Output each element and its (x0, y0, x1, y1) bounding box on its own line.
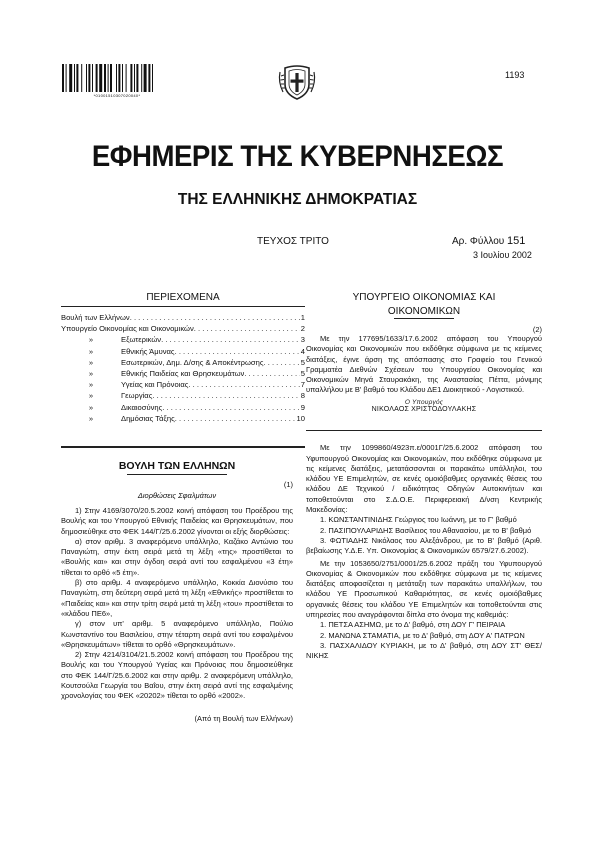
barcode-bar (110, 64, 112, 92)
toc-item (61, 379, 305, 390)
list-item: 1. ΠΕΤΣΑ ΑΣΗΜΩ, με το Δ' βαθμό, στη ΔΟΥ Γ' ΠΕΙΡΑΙΑ (320, 620, 506, 630)
toc-heading: ΠΕΡΙΕΧΟΜΕΝΑ (146, 292, 220, 303)
toc-top-rule (61, 306, 305, 307)
barcode-bar (152, 64, 153, 92)
list-item: 2. ΠΑΣΙΠΟΥΛΑΡΙΔΗΣ Βασίλειος του Αθανασίου, με το Β' βαθμό (320, 525, 532, 535)
toc-item (61, 368, 305, 379)
list-item: 3. ΠΑΣΧΑΛΙΔΟΥ ΚΥΡΙΑΚΗ, με το Δ' βαθμό, στη ΔΟΥ ΣΤ' ΘΕΣ/ΝΙΚΗΣ (306, 640, 542, 661)
right-separator (306, 430, 542, 432)
table-of-contents (61, 312, 305, 424)
toc-item (61, 323, 305, 334)
toc-item (61, 402, 305, 413)
paragraph: 2) Στην 4214/3104/21.5.2002 κοινή απόφαση του Προέδρου της Βουλής και του Υπουργού Υγείας και Πρόνοιας που δημοσιεύθηκε στο ΦΕΚ 144/Γ/25.6.2002 και στην αριθμ. 2 αναφερόμενη υπάλληλο, Κουτσούλα Γεωργία του Βαΐου, στην έκτη σειρά αντί της εσφαλμένης χρονολογίας του ΦΕΚ «20202» τίθεται το ορθό «2002». (61, 650, 293, 701)
barcode-bar (69, 64, 72, 92)
barcode-bar (92, 64, 93, 92)
barcode-bar (76, 64, 78, 92)
toc-item-label: Εξωτερικών (121, 335, 162, 345)
barcode-bar (66, 64, 67, 92)
paragraph: 1) Στην 4169/3070/20.5.2002 κοινή απόφαση του Προέδρου της Βουλής και του Υπουργού Εθνικής Παιδείας και Θρησκευμάτων, που δημοσιεύθηκε στο ΦΕΚ 144/Γ/25.6.2002 γίνονται οι εξής διορθώσεις: (61, 506, 293, 536)
signer-name: ΝΙΚΟΛΑΟΣ ΧΡΙΣΤΟΔΟΥΛΑΚΗΣ (371, 405, 477, 413)
toc-indent-marker: » (88, 402, 94, 412)
list-item: 1. ΚΩΝΣΤΑΝΤΙΝΙΔΗΣ Γεώργιος του Ιωάννη, με το Γ' βαθμό (320, 515, 517, 525)
toc-indent-marker: » (88, 357, 94, 367)
signoff: (Από τη Βουλή των Ελλήνων) (194, 713, 293, 723)
toc-item-page: 8 (300, 391, 305, 401)
paragraph: γ) στον υπ' αριθμ. 5 αναφερόμενο υπάλληλο, Πούλιο Κωνσταντίνο του Βασιλείου, στην τέταρτη σειρά αντί του εσφαλμένου «Θρησκευμάτων» τίθεται το ορθό «Θρησκευμάτων». (61, 619, 293, 649)
toc-item (61, 312, 305, 323)
toc-item-label: Δικαιοσύνης (121, 402, 163, 412)
toc-leader-dots (264, 357, 300, 368)
toc-item-page: 1 (300, 313, 305, 322)
toc-item (61, 413, 305, 424)
toc-item-label: Δημόσιας Τάξης (121, 413, 175, 423)
left-column (61, 460, 293, 723)
toc-item (61, 346, 305, 357)
barcode-bar (104, 64, 106, 92)
toc-leader-dots (152, 390, 299, 401)
toc-leader-dots (175, 413, 296, 424)
toc-leader-dots (130, 312, 300, 323)
toc-item-label: Γεωργίας (121, 391, 153, 401)
ministry-heading-rule (394, 318, 454, 319)
toc-indent-marker: » (88, 380, 94, 390)
issue-date: 3 Ιουλίου 2002 (473, 250, 532, 260)
barcode-bar (130, 64, 132, 92)
toc-item-label: Εθνικής Άμυνας (121, 346, 175, 356)
toc-indent-marker: » (88, 391, 94, 401)
toc-item-page: 7 (300, 380, 305, 390)
toc-item-page: 3 (300, 335, 305, 345)
barcode-bar (74, 64, 75, 92)
ministry-heading-line1: ΥΠΟΥΡΓΕΙΟ ΟΙΚΟΝΟΜΙΑΣ ΚΑΙ (352, 292, 496, 303)
barcode-bar (99, 64, 102, 92)
barcode-bar (81, 64, 82, 92)
toc-item-page: 9 (300, 402, 305, 412)
barcode-bar (134, 64, 135, 92)
left-separator (61, 446, 305, 448)
toc-item (61, 334, 305, 345)
barcode-bar (144, 64, 147, 92)
gazette-subtitle: ΤΗΣ ΕΛΛΗΝΙΚΗΣ ΔΗΜΟΚΡΑΤΙΑΣ (177, 191, 418, 208)
toc-leader-dots (194, 323, 300, 334)
barcode-bar (108, 64, 109, 92)
coat-of-arms-icon (277, 62, 317, 102)
barcode-bar (116, 64, 117, 92)
toc-item-page: 5 (300, 369, 305, 379)
toc-item-label: Εσωτερικών, Δημ. Δ/σης & Αποκέντρωσης (121, 357, 264, 367)
sheet-label: Αρ. Φύλλου (452, 236, 505, 247)
list-item: 3. ΦΩΤΙΑΔΗΣ Νικόλαος του Αλεξάνδρου, με το Β' βαθμό (Αριθ. βεβαίωσης Υ.Δ.Ε. Υπ. Οικονομίας & Οικονομικών 6579/27.6.2002). (306, 535, 542, 556)
toc-item-label: Εθνικής Παιδείας και Θρησκευμάτων (121, 369, 245, 379)
paragraph: Με την 1099860/4923π.ε/0001Γ/25.6.2002 απόφαση του Υφυπουργού Οικονομίας και Οικονομικών, που εκδόθηκε σύμφωνα με τις κείμενες διατάξεις, μετατάσσονται οι παρακάτω υπάλληλοι, του κλάδου ΥΕ Επιμελητών, σε κενές ομοιόβαθμες οργανικές θέσεις του κλάδου ΔΕ Τεχνικού / ειδικότητας Οδηγών Αυτοκινήτων και τοποθετούνται στο Σ.Δ.Ο.Ε. Περιφερειακή Δ/νση Κεντρικής Μακεδονίας: (306, 443, 542, 515)
toc-leader-dots (244, 368, 299, 379)
toc-leader-dots (162, 402, 299, 413)
barcode-bar (141, 64, 142, 92)
paragraph: Με την 177695/1633/17.6.2002 απόφαση του Υπουργού Οικονομίας και Οικονομικών που εκδόθηκε σύμφωνα με τις κείμενες διατάξεις, έγινε άρση της απόσπασης στο Γραφείο του Γενικού Γραμματέα Διεθνών Σχέσεων του Υπουργείου Οικονομίας και Οικονομικών Μηνά Σταυρακάκη, της Αναστασίας Πέττα, μόνιμης υπαλλήλου με Β' βαθμό του Κλάδου ΔΕ1 Διοικητικού - Λογιστικού. (306, 334, 542, 395)
toc-item-page: 5 (300, 357, 305, 367)
toc-leader-dots (161, 334, 300, 345)
appointment-list (306, 515, 542, 556)
ministry-heading-line2: ΟΙΚΟΝΟΜΙΚΩΝ (387, 306, 461, 317)
paragraph: Με την 1053650/2751/0001/25.6.2002 πράξη του Υφυπουργού Οικονομίας & Οικονομικών που εκδόθηκε σύμφωνα με τις κείμενες διατάξεις αποφασίζεται η μετάταξη των παρακάτω υπαλλήλων, του κλάδου ΥΕ Προσωπικού Καθαριότητας, σε κενές ομοιόβαθμες οργανικές θέσεις του κλάδου ΥΕ Επιμελητών και τοποθετούνται στις υπηρεσίες που αναγράφονται δίπλα στο όνομα της καθεμιάς: (306, 558, 542, 620)
barcode-bar (88, 64, 90, 92)
parliament-heading-rule (127, 474, 227, 475)
page-number: 1193 (505, 70, 525, 80)
transfer-list (306, 620, 542, 661)
barcode-bar (122, 64, 123, 92)
toc-indent-marker: » (88, 369, 94, 379)
barcode-bar (96, 64, 98, 92)
section-number: (2) (532, 325, 542, 334)
right-column (306, 292, 542, 662)
parliament-heading: ΒΟΥΛΗ ΤΩΝ ΕΛΛΗΝΩΝ (118, 460, 236, 472)
toc-indent-marker: » (88, 335, 94, 345)
barcode-number: *01001510307020040* (93, 93, 141, 98)
toc-item-label: Βουλή των Ελλήνων (61, 313, 130, 322)
gazette-title: ΕΦΗΜΕΡΙΣ ΤΗΣ ΚΥΒΕΡΝΗΣΕΩΣ (91, 140, 504, 173)
section-number: (1) (283, 480, 293, 489)
toc-item-page: 4 (300, 346, 305, 356)
paragraph: α) στον αριθμ. 3 αναφερόμενο υπάλληλο, Καζάκο Αντώνιο του Παναγιώτη, στην έκτη σειρά μετά τη λέξη «της» προστίθεται το «Βουλής και» και στην όγδοη σειρά αντί του εσφαλμένου «3 έτη» τίθεται το ορθό «5 έτη». (61, 536, 293, 577)
list-item: 2. ΜΑΝΩΝΑ ΣΤΑΜΑΤΙΑ, με το Δ' βαθμό, στη ΔΟΥ Α' ΠΑΤΡΩΝ (320, 630, 525, 640)
barcode-bar (86, 64, 87, 92)
toc-item (61, 357, 305, 368)
signer-title: Ο Υπουργός (404, 398, 444, 406)
toc-item-label: Υγείας και Πρόνοιας (121, 380, 189, 390)
barcode-bar (118, 64, 120, 92)
toc-item-page: 2 (300, 324, 305, 334)
barcode-bar (126, 64, 127, 92)
toc-indent-marker: » (88, 346, 94, 356)
toc-leader-dots (175, 346, 300, 357)
toc-indent-marker: » (88, 413, 94, 423)
toc-item-page: 10 (296, 413, 305, 423)
barcode-bar (136, 64, 138, 92)
corrections-subheading: Διορθώσεις Σφαλμάτων (137, 491, 217, 500)
toc-item (61, 390, 305, 401)
issue-label: ΤΕΥΧΟΣ ΤΡΙΤΟ (257, 236, 329, 247)
paragraph: β) στο αριθμ. 4 αναφερόμενο υπάλληλο, Κοκκία Διονύσιο του Παναγιώτη, στη δεύτερη σειρά μετά τη λέξη «Εθνικής» προστίθεται το «Παιδείας και» και στην τρίτη σειρά μετά τη λέξη «του» προστίθεται το «κλάδου ΠΕ6», (61, 578, 293, 618)
sheet-number (452, 235, 525, 247)
toc-item-label: Υπουργείο Οικονομίας και Οικονομικών (61, 324, 194, 334)
toc-leader-dots (188, 379, 299, 390)
sheet-value: 151 (507, 235, 526, 247)
barcode (62, 64, 172, 92)
barcode-bar (62, 64, 64, 92)
barcode-bar (148, 64, 150, 92)
